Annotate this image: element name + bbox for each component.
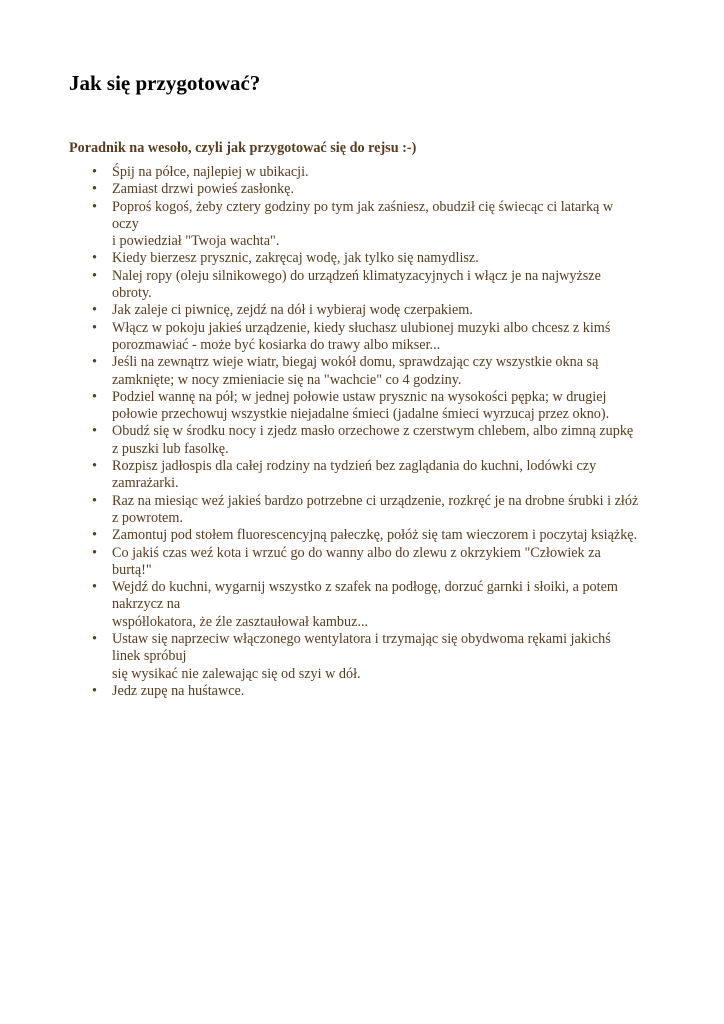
list-item-text: połowie przechowuj wszystkie niejadalne śmieci (jadalne śmieci wyrzucaj przez okno). bbox=[112, 406, 610, 423]
list-item-text: i powiedział "Twoja wachta". bbox=[112, 233, 280, 250]
list-item bbox=[92, 579, 662, 631]
list-item-text: Kiedy bierzesz prysznic, zakręcaj wodę, jak tylko się namydlisz. bbox=[112, 250, 479, 267]
bullet-marker: • bbox=[92, 423, 97, 440]
list-item bbox=[92, 164, 662, 181]
list-item bbox=[92, 545, 662, 580]
list-item bbox=[92, 527, 662, 544]
list-item bbox=[92, 302, 662, 319]
page-title: Jak się przygotować? bbox=[69, 71, 261, 95]
list-item-text: Rozpisz jadłospis dla całej rodziny na tydzień bez zaglądania do kuchni, lodówki czy bbox=[112, 458, 597, 475]
list-item bbox=[92, 683, 662, 700]
bullet-marker: • bbox=[92, 492, 97, 509]
list-item-text: się wysikać nie zalewając się od szyi w dół. bbox=[112, 665, 361, 682]
list-item-text: Podziel wannę na pół; w jednej połowie ustaw prysznic na wysokości pępka; w drugiej bbox=[112, 388, 607, 405]
bullet-marker: • bbox=[92, 164, 97, 180]
bullet-marker: • bbox=[92, 682, 97, 699]
list-item-text: Jeśli na zewnątrz wieje wiatr, biegaj wokół domu, sprawdzając czy wszystkie okna są bbox=[112, 354, 599, 371]
list-item-text: Poproś kogoś, żeby cztery godziny po tym jak zaśniesz, obudził cię świecąc ci latarką w bbox=[112, 198, 614, 215]
list-item-text: Obudź się w środku nocy i zjedz masło orzechowe z czerstwym chlebem, albo zimną zupkę bbox=[112, 423, 634, 440]
bullet-marker: • bbox=[92, 302, 97, 319]
list-item bbox=[92, 199, 662, 251]
list-item-text: współlokatora, że źle zasztaułował kambuz... bbox=[112, 613, 369, 630]
list-item-text: nakrzycz na bbox=[112, 596, 181, 613]
list-item bbox=[92, 268, 662, 303]
bullet-marker: • bbox=[92, 319, 97, 336]
list-item bbox=[92, 458, 662, 493]
list-item-text: Włącz w pokoju jakieś urządzenie, kiedy słuchasz ulubionej muzyki albo chcesz z kimś bbox=[112, 319, 611, 336]
list-item bbox=[92, 354, 662, 389]
list-item-text: burtą!" bbox=[112, 561, 152, 578]
bullet-marker: • bbox=[92, 579, 97, 596]
list-item-text: Zamontuj pod stołem fluorescencyjną pałeczkę, połóż się tam wieczorem i poczytaj książkę. bbox=[112, 527, 638, 544]
list-item bbox=[92, 493, 662, 528]
bullet-marker: • bbox=[92, 544, 97, 561]
list-item-text: zamknięte; w nocy zmieniacie się na "wachcie" co 4 godziny. bbox=[112, 371, 462, 388]
list-item-text: Wejdź do kuchni, wygarnij wszystko z szafek na podłogę, dorzuć garnki i słoiki, a potem bbox=[112, 579, 618, 596]
list-item-text: zamrażarki. bbox=[112, 475, 179, 492]
list-item-text: Co jakiś czas weź kota i wrzuć go do wanny albo do zlewu z okrzykiem "Człowiek za bbox=[112, 544, 601, 561]
list-item-text: Raz na miesiąc weź jakieś bardzo potrzebne ci urządzenie, rozkręć je na drobne śrubki i złóż bbox=[112, 492, 639, 509]
bullet-marker: • bbox=[92, 250, 97, 267]
list-item bbox=[92, 320, 662, 355]
bullet-marker: • bbox=[92, 267, 97, 284]
bullet-marker: • bbox=[92, 181, 97, 198]
bullet-marker: • bbox=[92, 527, 97, 544]
bullet-marker: • bbox=[92, 458, 97, 475]
list-item-text: porozmawiać - może być kosiarka do trawy albo mikser... bbox=[112, 336, 441, 353]
list-item bbox=[92, 631, 662, 683]
list-item bbox=[92, 423, 662, 458]
list-item-text: Jedz zupę na huśtawce. bbox=[112, 682, 245, 699]
list-item bbox=[92, 389, 662, 424]
list-item-text: z powrotem. bbox=[112, 509, 183, 526]
list-item-text: Zamiast drzwi powieś zasłonkę. bbox=[112, 181, 295, 198]
list-item-text: linek spróbuj bbox=[112, 648, 187, 665]
list-item-text: obroty. bbox=[112, 285, 152, 302]
bullet-marker: • bbox=[92, 198, 97, 215]
list-item-text: z puszki lub fasolkę. bbox=[112, 440, 229, 457]
list-item bbox=[92, 250, 662, 267]
list-item-text: Ustaw się naprzeciw włączonego wentylatora i trzymając się obydwoma rękami jakichś bbox=[112, 631, 611, 648]
bullet-marker: • bbox=[92, 631, 97, 648]
tips-list bbox=[92, 164, 662, 700]
subtitle: Poradnik na wesoło, czyli jak przygotować się do rejsu :-) bbox=[69, 140, 417, 156]
list-item-text: Nalej ropy (oleju silnikowego) do urządzeń klimatyzacyjnych i włącz je na najwyższe bbox=[112, 267, 601, 284]
list-item-text: oczy bbox=[112, 215, 139, 232]
bullet-marker: • bbox=[92, 388, 97, 405]
list-item-text: Śpij na półce, najlepiej w ubikacji. bbox=[112, 164, 309, 180]
bullet-marker: • bbox=[92, 354, 97, 371]
list-item-text: Jak zaleje ci piwnicę, zejdź na dół i wybieraj wodę czerpakiem. bbox=[112, 302, 473, 319]
list-item bbox=[92, 181, 662, 198]
